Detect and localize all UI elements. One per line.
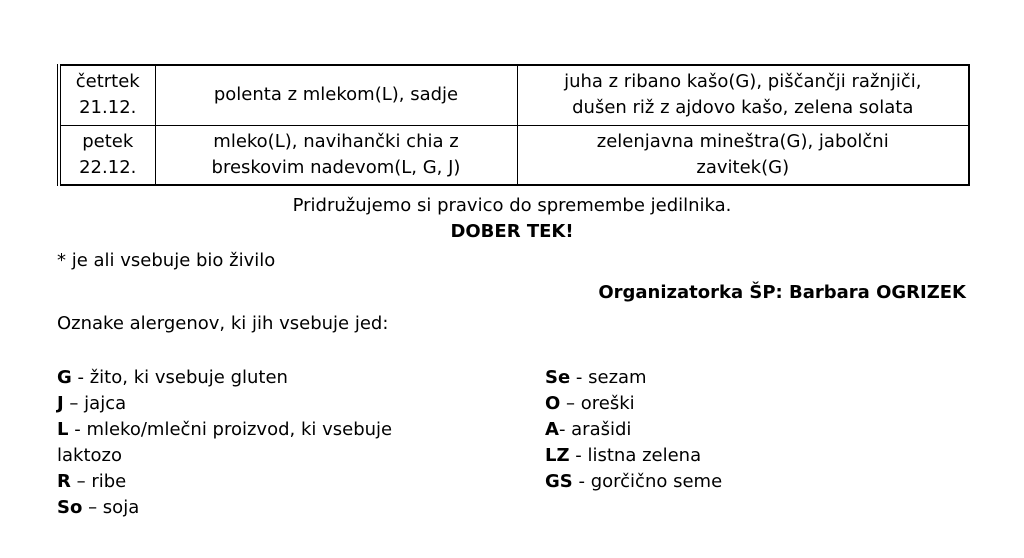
allergen-code: So [57, 497, 83, 518]
lunch-line: dušen riž z ajdovo kašo, zelena solata [572, 97, 914, 119]
allergen-item [57, 495, 392, 521]
breakfast-cell [155, 125, 517, 185]
change-notice: Pridružujemo si pravico do spremembe jedilnika. [292, 195, 732, 216]
breakfast-line: mleko(L), navihančki chia z [213, 130, 459, 152]
allergen-separator: – [63, 393, 85, 414]
allergen-separator: - [71, 367, 90, 388]
allergens-list-left [57, 365, 392, 521]
breakfast-cell [155, 65, 517, 125]
allergen-code: L [57, 419, 69, 440]
table-row [59, 65, 969, 125]
allergen-code: G [57, 367, 72, 388]
allergen-code: J [57, 393, 64, 414]
allergen-description: sezam [588, 367, 647, 388]
breakfast-line: breskovim nadevom(L, G, J) [211, 156, 461, 178]
lunch-cell [517, 65, 969, 125]
bio-note: * je ali vsebuje bio živilo [57, 250, 276, 271]
allergens-title: Oznake alergenov, ki jih vsebuje jed: [57, 313, 389, 334]
allergen-code: Se [545, 367, 571, 388]
allergen-code: A [545, 419, 559, 440]
allergen-description: laktozo [57, 445, 122, 466]
allergen-code: R [57, 471, 71, 492]
allergen-description: mleko/mlečni proizvod, ki vsebuje [86, 419, 393, 440]
allergen-separator: - [570, 367, 589, 388]
lunch-line: zavitek(G) [696, 156, 790, 178]
allergen-code: GS [545, 471, 573, 492]
organizer: Organizatorka ŠP: Barbara OGRIZEK [598, 282, 966, 303]
lunch-line: zelenjavna mineštra(G), jabolčni [596, 130, 889, 152]
day-date: 22.12. [79, 156, 137, 178]
allergen-item [57, 365, 392, 391]
day-name: petek [82, 130, 134, 152]
allergen-description: gorčično seme [590, 471, 723, 492]
allergen-item [545, 443, 722, 469]
allergen-item [57, 443, 392, 469]
allergen-item [57, 417, 392, 443]
allergen-item [545, 417, 722, 443]
allergen-separator: – [70, 471, 92, 492]
allergens-list-right [545, 365, 722, 495]
allergen-item [545, 391, 722, 417]
greeting: DOBER TEK! [450, 221, 574, 242]
allergen-description: jajca [84, 393, 127, 414]
day-name: četrtek [75, 71, 140, 93]
allergen-item [545, 469, 722, 495]
day-cell [59, 65, 155, 125]
breakfast-text: polenta z mlekom(L), sadje [213, 84, 459, 106]
menu-table [57, 64, 970, 186]
lunch-line: juha z ribano kašo(G), piščančji ražnjiči, [564, 71, 922, 93]
allergen-separator: - [569, 445, 588, 466]
day-cell [59, 125, 155, 185]
allergen-description: soja [102, 497, 140, 518]
allergen-separator: - [68, 419, 87, 440]
allergen-item [57, 469, 392, 495]
table-row [59, 125, 969, 185]
allergen-separator: - [572, 471, 591, 492]
allergen-description: oreški [580, 393, 635, 414]
allergen-description: ribe [91, 471, 127, 492]
allergen-description: žito, ki vsebuje gluten [89, 367, 288, 388]
allergen-separator: – [560, 393, 581, 414]
lunch-cell [517, 125, 969, 185]
allergen-code: LZ [545, 445, 570, 466]
allergen-code: O [545, 393, 561, 414]
allergen-separator: - [558, 419, 572, 440]
allergen-description: arašidi [571, 419, 632, 440]
allergen-item [545, 365, 722, 391]
day-date: 21.12. [79, 97, 137, 119]
allergen-item [57, 391, 392, 417]
allergen-separator: – [82, 497, 103, 518]
allergen-description: listna zelena [587, 445, 702, 466]
